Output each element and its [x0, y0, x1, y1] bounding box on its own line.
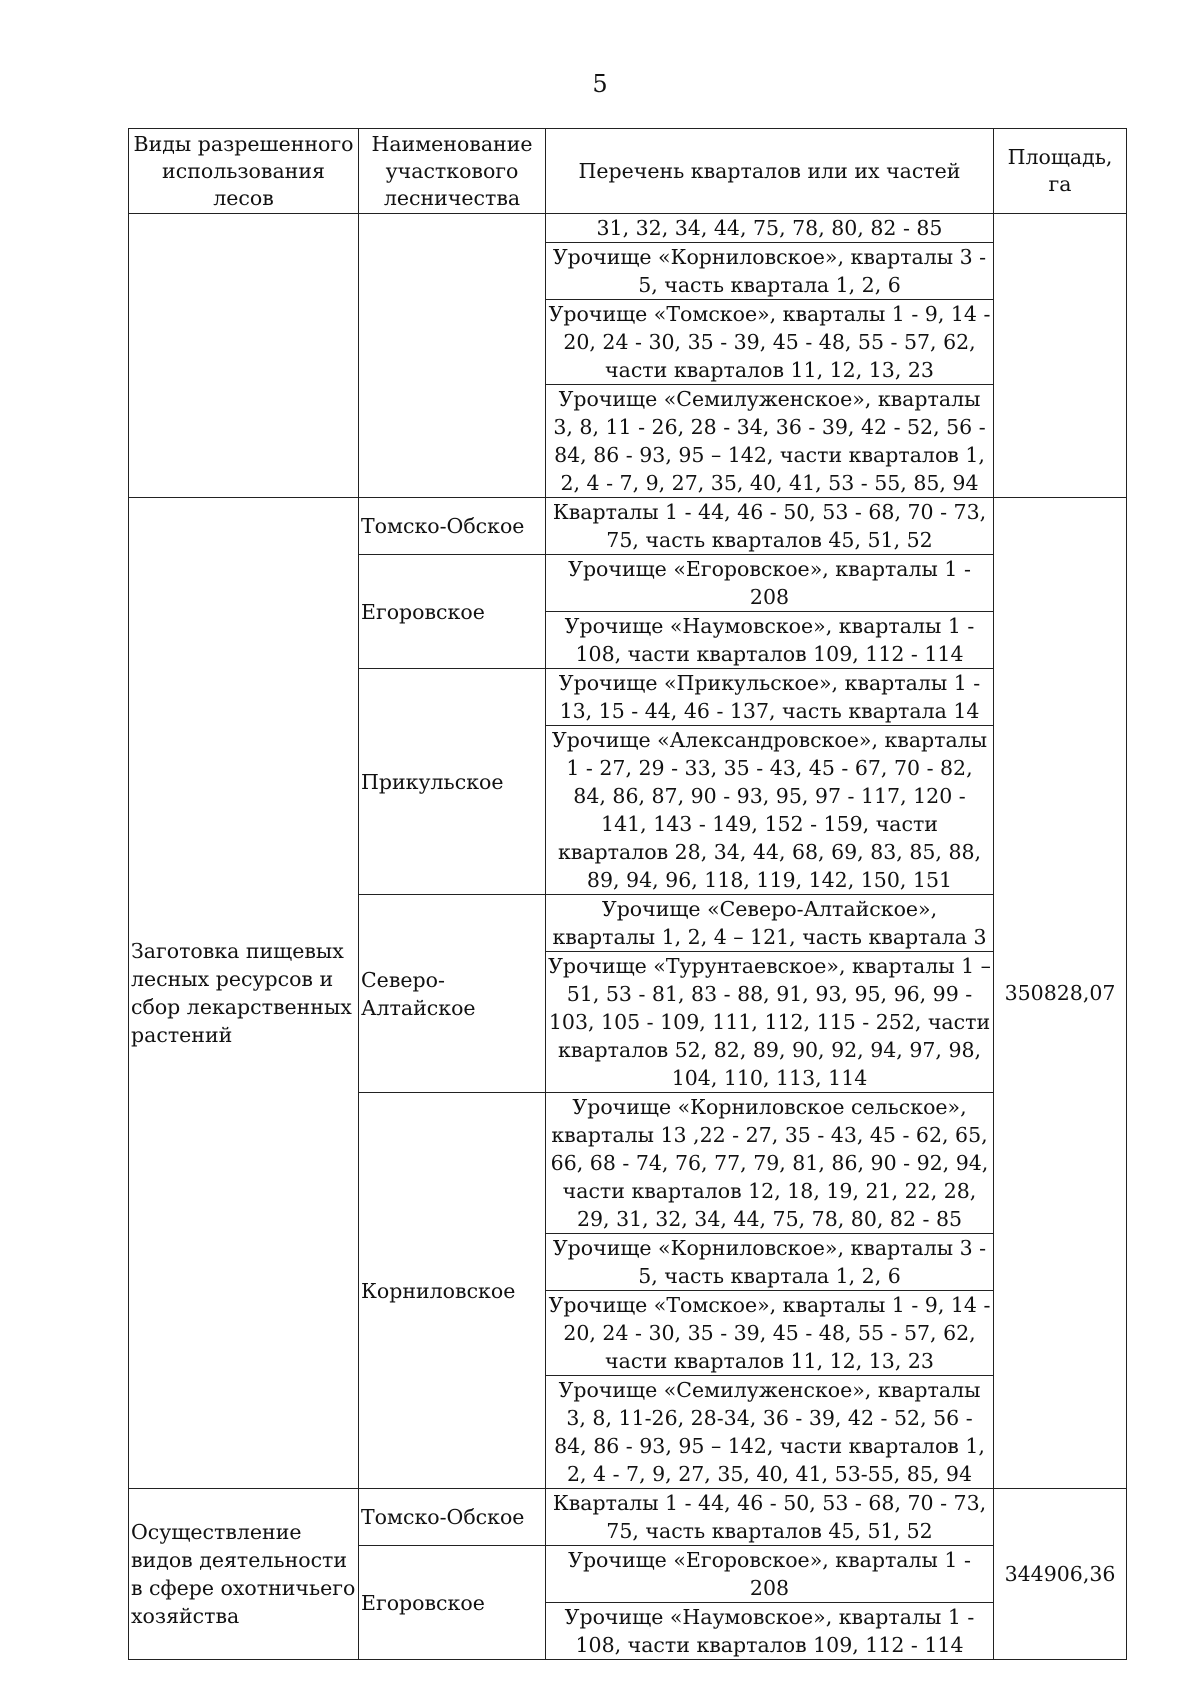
quarters-list-cell: Урочище «Наумовское», кварталы 1 - 108, части кварталов 109, 112 - 114 — [546, 1603, 994, 1660]
quarters-list-cell: Урочище «Турунтаевское», кварталы 1 – 51, 53 - 81, 83 - 88, 91, 93, 95, 96, 99 - 103, 105 - 109, 111, 112, 115 - 252, части кварталов 52, 82, 89, 90, 92, 94, 97, 98, 104, 110, 113, 114 — [546, 952, 994, 1093]
quarters-list-cell: Урочище «Семилуженское», кварталы 3, 8, 11-26, 28-34, 36 - 39, 42 - 52, 56 - 84, 86 - 93, 95 – 142, части кварталов 1, 2, 4 - 7, 9, 27, 35, 40, 41, 53-55, 85, 94 — [546, 1376, 994, 1489]
quarters-list-cell: Урочище «Семилуженское», кварталы 3, 8, 11 - 26, 28 - 34, 36 - 39, 42 - 52, 56 - 84, 86 - 93, 95 – 142, части кварталов 1, 2, 4 - 7, 9, 27, 35, 40, 41, 53 - 55, 85, 94 — [546, 385, 994, 498]
forestry-unit-cell: Томско-Обское — [359, 1489, 546, 1546]
quarters-list-cell: Урочище «Егоровское», кварталы 1 - 208 — [546, 555, 994, 612]
forest-use-table — [128, 128, 1127, 1660]
header-list: Перечень кварталов или их частей — [546, 129, 994, 214]
page-number: 5 — [592, 70, 608, 98]
forestry-unit-cell: Егоровское — [359, 555, 546, 669]
header-use: Виды разрешенного использования лесов — [129, 129, 359, 214]
forestry-unit-cell: Корниловское — [359, 1093, 546, 1489]
use-type-cell: Заготовка пищевых лесных ресурсов и сбор лекарственных растений — [129, 498, 359, 1489]
forestry-unit-cell: Прикульское — [359, 669, 546, 895]
table-body — [129, 214, 1127, 1660]
quarters-list-cell: Урочище «Прикульское», кварталы 1 - 13, 15 - 44, 46 - 137, часть квартала 14 — [546, 669, 994, 726]
forestry-unit-cell — [359, 214, 546, 498]
quarters-list-cell: Урочище «Северо-Алтайское», кварталы 1, 2, 4 – 121, часть квартала 3 — [546, 895, 994, 952]
area-cell: 350828,07 — [994, 498, 1127, 1489]
quarters-list-cell: Урочище «Корниловское», кварталы 3 - 5, часть квартала 1, 2, 6 — [546, 243, 994, 300]
header-area: Площадь, га — [994, 129, 1127, 214]
table-row — [129, 1489, 1127, 1546]
table-header-row — [129, 129, 1127, 214]
use-type-cell — [129, 214, 359, 498]
forestry-unit-cell: Егоровское — [359, 1546, 546, 1660]
forestry-unit-cell: Томско-Обское — [359, 498, 546, 555]
forestry-unit-cell: Северо-Алтайское — [359, 895, 546, 1093]
quarters-list-cell: 31, 32, 34, 44, 75, 78, 80, 82 - 85 — [546, 214, 994, 243]
quarters-list-cell: Кварталы 1 - 44, 46 - 50, 53 - 68, 70 - 73, 75, часть кварталов 45, 51, 52 — [546, 498, 994, 555]
quarters-list-cell: Урочище «Наумовское», кварталы 1 - 108, части кварталов 109, 112 - 114 — [546, 612, 994, 669]
quarters-list-cell: Кварталы 1 - 44, 46 - 50, 53 - 68, 70 - 73, 75, часть кварталов 45, 51, 52 — [546, 1489, 994, 1546]
use-type-cell: Осуществление видов деятельности в сфере охотничьего хозяйства — [129, 1489, 359, 1660]
table-row — [129, 214, 1127, 243]
quarters-list-cell: Урочище «Томское», кварталы 1 - 9, 14 - 20, 24 - 30, 35 - 39, 45 - 48, 55 - 57, 62, части кварталов 11, 12, 13, 23 — [546, 300, 994, 385]
quarters-list-cell: Урочище «Корниловское сельское», кварталы 13 ,22 - 27, 35 - 43, 45 - 62, 65, 66, 68 - 74, 76, 77, 79, 81, 86, 90 - 92, 94, части кварталов 12, 18, 19, 21, 22, 28, 29, 31, 32, 34, 44, 75, 78, 80, 82 - 85 — [546, 1093, 994, 1234]
area-cell: 344906,36 — [994, 1489, 1127, 1660]
area-cell — [994, 214, 1127, 498]
quarters-list-cell: Урочище «Егоровское», кварталы 1 - 208 — [546, 1546, 994, 1603]
quarters-list-cell: Урочище «Александровское», кварталы 1 - 27, 29 - 33, 35 - 43, 45 - 67, 70 - 82, 84, 86, 87, 90 - 93, 95, 97 - 117, 120 - 141, 143 - 149, 152 - 159, части кварталов 28, 34, 44, 68, 69, 83, 85, 88, 89, 94, 96, 118, 119, 142, 150, 151 — [546, 726, 994, 895]
table-row — [129, 498, 1127, 555]
quarters-list-cell: Урочище «Томское», кварталы 1 - 9, 14 - 20, 24 - 30, 35 - 39, 45 - 48, 55 - 57, 62, части кварталов 11, 12, 13, 23 — [546, 1291, 994, 1376]
quarters-list-cell: Урочище «Корниловское», кварталы 3 - 5, часть квартала 1, 2, 6 — [546, 1234, 994, 1291]
header-unit: Наименование участкового лесничества — [359, 129, 546, 214]
